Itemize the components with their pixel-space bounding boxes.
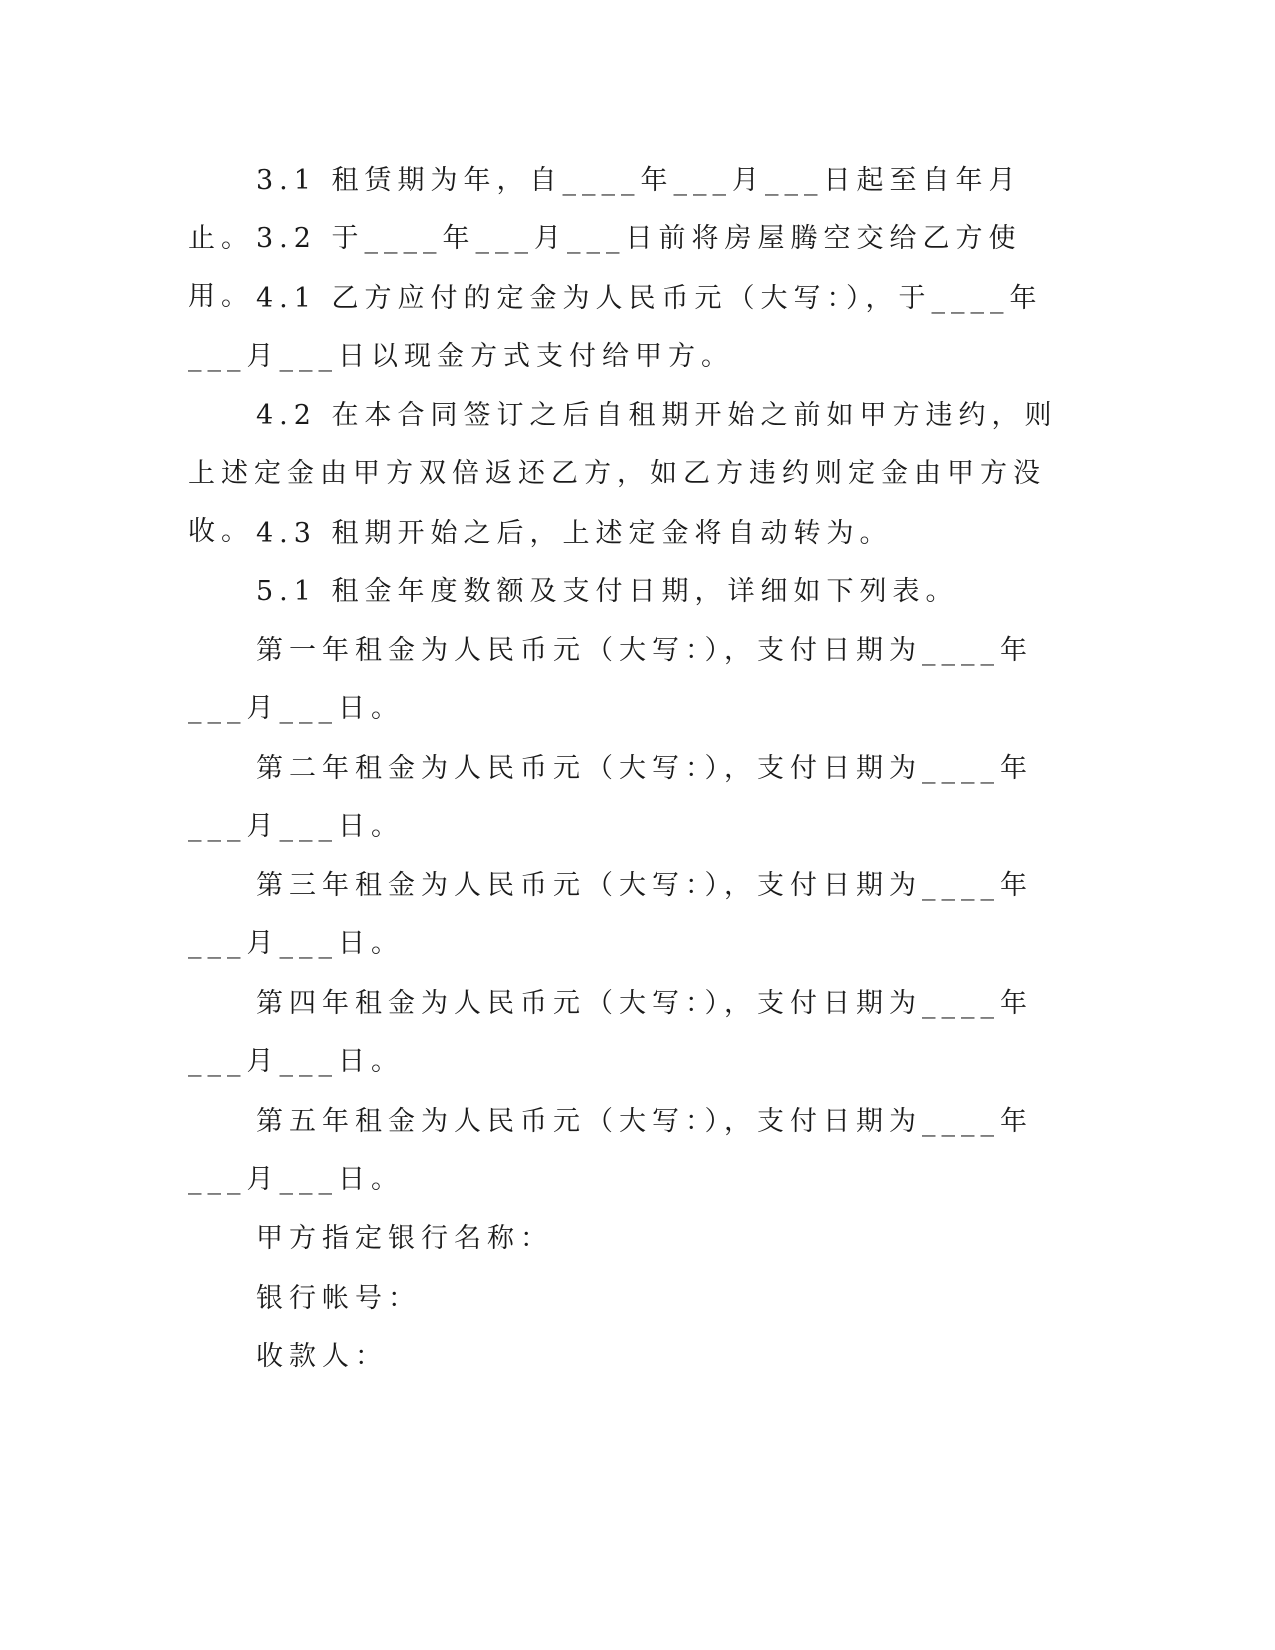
bank-name-label: 甲方指定银行名称： [256, 1223, 553, 1254]
clause-3-1: 3.1 租赁期为年，自____年___月___日起至自年月止。 [188, 165, 1022, 254]
rent-year-1: 第一年租金为人民币元（大写：），支付日期为____年___月___日。 [188, 635, 1033, 724]
rent-year-3: 第三年租金为人民币元（大写：），支付日期为____年___月___日。 [188, 870, 1033, 959]
clause-4-2: 4.2 在本合同签订之后自租期开始之前如甲方违约，则上述定金由甲方双倍返还乙方，如乙方违约则定金由甲方没收。 [188, 400, 1058, 547]
rent-year-5: 第五年租金为人民币元（大写：），支付日期为____年___月___日。 [188, 1106, 1033, 1195]
rent-year-2: 第二年租金为人民币元（大写：），支付日期为____年___月___日。 [188, 753, 1033, 842]
bank-account-label: 银行帐号： [256, 1283, 421, 1314]
rent-year-4: 第四年租金为人民币元（大写：），支付日期为____年___月___日。 [188, 988, 1033, 1077]
clause-4-3: 4.3 租期开始之后，上述定金将自动转为。 [256, 518, 893, 549]
clause-5-1: 5.1 租金年度数额及支付日期，详细如下列表。 [256, 576, 959, 607]
clause-4-1: 4.1 乙方应付的定金为人民币元（大写：），于____年___月___日以现金方式支付给甲方。 [188, 283, 1043, 372]
payee-label: 收款人： [256, 1341, 388, 1372]
clause-3-2: 3.2 于____年___月___日前将房屋腾空交给乙方使用。 [188, 223, 1022, 312]
